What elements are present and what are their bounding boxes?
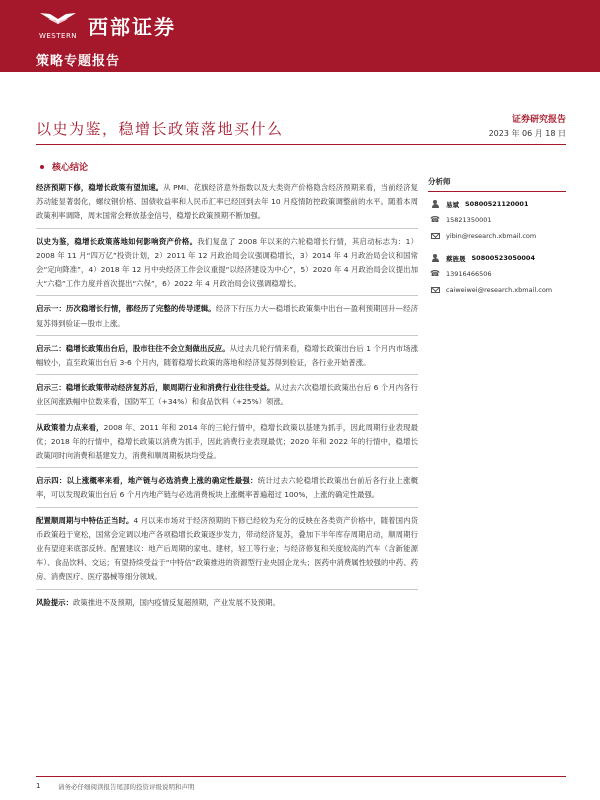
page-title: 以史为鉴，稳增长政策落地买什么 xyxy=(36,120,284,138)
footer-divider xyxy=(36,776,566,777)
analyst-email[interactable]: caiweiwei@research.xbmail.com xyxy=(446,286,553,294)
analyst-phone: 15821350001 xyxy=(446,216,492,224)
paragraph-lead: 从政策着力点来看， xyxy=(36,422,104,432)
title-divider xyxy=(36,144,566,145)
paragraph-body: 经济下行压力大—稳增长政策集中出台—盈利预期回升—经济复苏得到验证—股市上涨。 xyxy=(36,304,418,328)
paragraph xyxy=(36,514,418,590)
paragraph xyxy=(36,342,418,375)
logo-mark xyxy=(36,10,80,40)
paragraph-body: 4 月以来市场对于经济预期的下修已经较为充分的反映在各类资产价格中，随着国内货币政策趋于宽松，国常会定调以地产各项稳增长政策逐步发力，带动经济复苏，叠加下半年库存周期启动，顺周期行业有望迎来底部反转。配置建议：地产后周期的家电、建材，轻工等行业；与经济修复和关度较高的汽车（含新能源车）、食品饮料、交运；有望持续受益于“中特估”政策推进的资源型行业央国企龙头；医药中消费属性较强的中药、药房、消费医疗、医疗器械等细分领域。 xyxy=(36,515,418,582)
paragraph xyxy=(36,181,418,229)
analyst-email[interactable]: yibin@research.xbmail.com xyxy=(446,232,537,240)
report-type: 策略专题报告 xyxy=(36,54,121,69)
paragraph-lead: 启示三：稳增长政策带动经济复苏后，顺周期行业和消费行业往往受益。 xyxy=(36,383,275,393)
analyst-cert: S0800523050004 xyxy=(471,254,535,262)
paragraph-lead: 风险提示： xyxy=(36,597,73,607)
paragraph-body: 政策推进不及预期，国内疫情反复超预期，产业发展不及预期。 xyxy=(72,597,280,607)
paragraph xyxy=(36,381,418,414)
paragraph-lead: 启示一：历次稳增长行情，都经历了完整的传导逻辑。 xyxy=(36,304,216,314)
analyst-name: 易斌 xyxy=(446,200,459,209)
analyst-cert: S0800521120001 xyxy=(465,200,529,208)
paragraph-body: 从过去几轮行情来看，稳增长政策出台后 1 个月内市场涨幅较小，直至政策出台后 3-6 个月内，随着稳增长政策的落地和经济复苏得到验证，各行业开始普涨。 xyxy=(36,343,418,368)
analyst-name-row xyxy=(428,196,566,212)
paragraph-lead: 以史为鉴，稳增长政策落地如何影响资产价格。 xyxy=(36,236,198,246)
analyst-email-row xyxy=(428,228,566,244)
analyst-sidebar xyxy=(428,176,566,304)
analyst-phone-row xyxy=(428,212,566,228)
brand-cn-name: 西部证券 xyxy=(88,14,176,39)
phone-icon: ☎ xyxy=(430,215,440,224)
paragraph xyxy=(36,235,418,297)
footer-disclaimer: 请务必仔细阅读报告尾部的投资评级说明和声明 xyxy=(58,783,195,791)
paragraph-body: 2008 年、2011 年和 2014 年的三轮行情中，稳增长政策以基建为抓手，因此周期行业表现最优；2018 年的行情中，稳增长政策以消费为抓手，因此消费行业表现最优；2020 年和 2022 年的行情中，稳增长政策同时向消费和基建发力，消费和顺周期板块均受益。 xyxy=(36,422,418,461)
paragraph xyxy=(36,474,418,507)
paragraph xyxy=(36,421,418,469)
paragraph-body: 从过去六次稳增长政策出台后 6 个月内各行业区间涨跌幅中位数来看，国防军工（+34%）和食品饮料（+25%）领涨。 xyxy=(36,383,418,407)
paragraph-lead: 启示二：稳增长政策出台后，股市往往不会立刻做出反应。 xyxy=(36,343,230,353)
risk-paragraph xyxy=(36,596,418,610)
person-icon xyxy=(431,200,440,209)
main-content xyxy=(36,160,418,616)
analyst-name: 蔡旌晟 xyxy=(446,254,466,263)
bullet-icon xyxy=(40,165,44,169)
person-icon xyxy=(431,254,440,263)
analyst-card xyxy=(428,250,566,298)
analyst-name-row xyxy=(428,250,566,266)
paragraph-body: 统计过去六轮稳增长政策出台前后各行业上涨概率，可以发现政策出台后 6 个月内地产链与必选消费板块上涨概率普遍超过 100%，上涨的确定性最强。 xyxy=(36,476,418,500)
brand-logo xyxy=(36,10,176,40)
page-number: 1 xyxy=(36,782,41,790)
sidebar-title: 分析师 xyxy=(428,176,566,192)
analyst-phone: 13916466506 xyxy=(446,270,492,278)
report-category: 证券研究报告 xyxy=(511,115,566,125)
paragraph-body: 我们复盘了 2008 年以来的六轮稳增长行情，其启动标志为：1）2008 年 11 月“四万亿”投资计划，2）2011 年 12 月政治局会议强调稳增长，3）2014 年 4 月政治局会议和国常会“定向降准”，4）2018 年 12 月中央经济工作会议重提“以经济建设为中心”，5）2020 年 4 月政治局会议提出加大“六稳”工作力度并首次提出“六保”，6）2022 年 4 月政治局会议强调稳增长。 xyxy=(36,236,418,289)
analyst-card xyxy=(428,196,566,244)
section-heading xyxy=(36,160,418,173)
report-date: 2023 年 06 月 18 日 xyxy=(488,129,566,138)
paragraph-lead: 经济预期下修，稳增长政策有望加速。 xyxy=(36,183,164,192)
analyst-phone-row xyxy=(428,266,566,282)
paragraph-lead: 启示四：以上涨概率来看，地产链与必选消费上涨的确定性最强： xyxy=(36,476,258,486)
report-header xyxy=(0,0,600,72)
brand-en-name: WESTERN xyxy=(38,32,78,40)
mail-icon xyxy=(431,233,440,239)
paragraph-body: 从 PMI、花旗经济意外指数以及大类资产价格隐含经济预期来看，当前经济复苏动能显著弱化，螺纹钢价格、国债收益率和人民币汇率已经回到去年 10 月疫情防控政策调整前的水平。随着本周政策利率调降，周末国常会释放基金信号，稳增长政策预期不断加强。 xyxy=(36,183,418,221)
section-title-text: 核心结论 xyxy=(52,163,89,173)
mail-icon xyxy=(431,287,440,293)
phone-icon: ☎ xyxy=(430,269,440,278)
paragraph-lead: 配置顺周期与中特估正当时。 xyxy=(36,515,134,525)
analyst-email-row xyxy=(428,282,566,298)
paragraph xyxy=(36,302,418,335)
wings-icon xyxy=(36,10,80,26)
